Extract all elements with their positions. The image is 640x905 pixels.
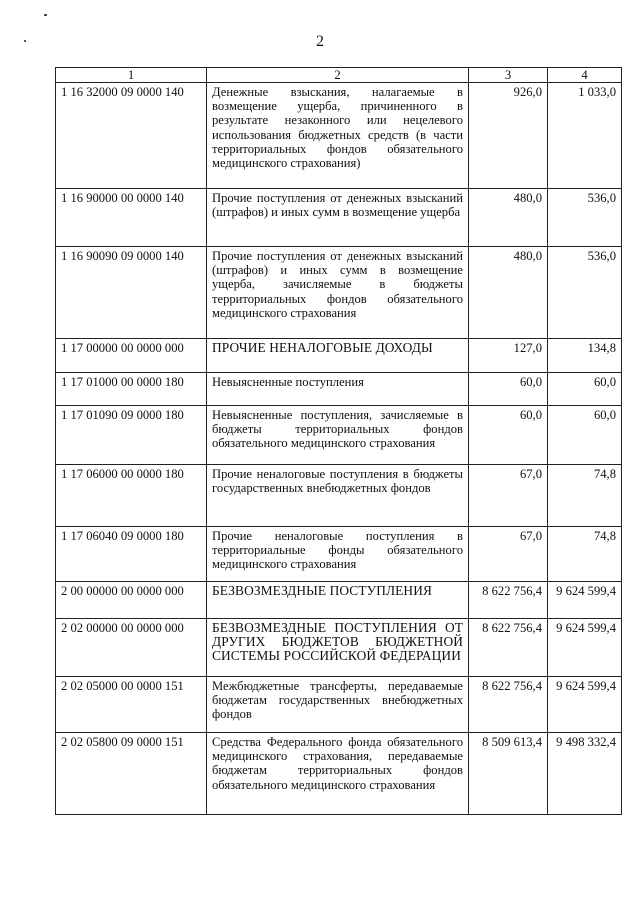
budget-code: 2 02 05000 00 0000 151 <box>56 677 207 733</box>
revenue-name: Невыясненные поступления, зачисляемые в бюджеты территориальных фондов обязательного медицинского страхования <box>207 406 469 465</box>
budget-code: 1 17 01090 09 0000 180 <box>56 406 207 465</box>
value-col4: 9 624 599,4 <box>548 677 622 733</box>
table-row <box>56 83 622 189</box>
column-header: 4 <box>548 68 622 83</box>
budget-code: 1 16 90090 09 0000 140 <box>56 247 207 339</box>
budget-code: 2 02 00000 00 0000 000 <box>56 619 207 677</box>
revenue-name: Средства Федерального фонда обязательного медицинского страхования, передаваемые бюджетам территориальных фондов обязательного медицинского страхования <box>207 733 469 815</box>
value-col3: 480,0 <box>469 247 548 339</box>
table-row <box>56 677 622 733</box>
value-col3: 67,0 <box>469 527 548 582</box>
value-col4: 74,8 <box>548 527 622 582</box>
value-col3: 926,0 <box>469 83 548 189</box>
budget-code: 1 17 06040 09 0000 180 <box>56 527 207 582</box>
value-col4: 60,0 <box>548 373 622 406</box>
revenue-name: Прочие поступления от денежных взысканий (штрафов) и иных сумм в возмещение ущерба, зачисляемые в бюджеты территориальных фондов обязательного медицинского страхования <box>207 247 469 339</box>
revenue-name: БЕЗВОЗМЕЗДНЫЕ ПОСТУПЛЕНИЯ ОТ ДРУГИХ БЮДЖЕТОВ БЮДЖЕТНОЙ СИСТЕМЫ РОССИЙСКОЙ ФЕДЕРАЦИИ <box>207 619 469 677</box>
table-row <box>56 373 622 406</box>
value-col3: 8 509 613,4 <box>469 733 548 815</box>
value-col4: 9 498 332,4 <box>548 733 622 815</box>
table-row <box>56 247 622 339</box>
scan-speck <box>44 14 47 16</box>
budget-code: 2 00 00000 00 0000 000 <box>56 582 207 619</box>
budget-code: 1 17 06000 00 0000 180 <box>56 465 207 527</box>
value-col4: 1 033,0 <box>548 83 622 189</box>
value-col4: 536,0 <box>548 189 622 247</box>
value-col3: 127,0 <box>469 339 548 373</box>
revenue-name: Прочие неналоговые поступления в бюджеты государственных внебюджетных фондов <box>207 465 469 527</box>
value-col4: 60,0 <box>548 406 622 465</box>
revenue-name: ПРОЧИЕ НЕНАЛОГОВЫЕ ДОХОДЫ <box>207 339 469 373</box>
table-row <box>56 619 622 677</box>
budget-code: 1 16 90000 00 0000 140 <box>56 189 207 247</box>
revenue-name: Денежные взыскания, налагаемые в возмещение ущерба, причиненного в результате незаконного или нецелевого использования бюджетных средств (в части территориальных фондов обязательного медицинского страхования) <box>207 83 469 189</box>
value-col3: 8 622 756,4 <box>469 582 548 619</box>
table-row <box>56 406 622 465</box>
budget-code: 1 17 01000 00 0000 180 <box>56 373 207 406</box>
page-number: 2 <box>316 33 324 50</box>
table-row <box>56 339 622 373</box>
column-header: 1 <box>56 68 207 83</box>
revenue-name: Прочие поступления от денежных взысканий (штрафов) и иных сумм в возмещение ущерба <box>207 189 469 247</box>
value-col4: 134,8 <box>548 339 622 373</box>
value-col3: 67,0 <box>469 465 548 527</box>
value-col3: 60,0 <box>469 406 548 465</box>
budget-revenue-table <box>55 67 622 815</box>
revenue-name: Невыясненные поступления <box>207 373 469 406</box>
value-col3: 480,0 <box>469 189 548 247</box>
table-row <box>56 527 622 582</box>
budget-code: 1 16 32000 09 0000 140 <box>56 83 207 189</box>
value-col4: 74,8 <box>548 465 622 527</box>
value-col3: 8 622 756,4 <box>469 677 548 733</box>
table-row <box>56 189 622 247</box>
column-header: 3 <box>469 68 548 83</box>
value-col3: 8 622 756,4 <box>469 619 548 677</box>
table-row <box>56 465 622 527</box>
table-header-row <box>56 68 622 83</box>
budget-code: 2 02 05800 09 0000 151 <box>56 733 207 815</box>
revenue-name: БЕЗВОЗМЕЗДНЫЕ ПОСТУПЛЕНИЯ <box>207 582 469 619</box>
budget-code: 1 17 00000 00 0000 000 <box>56 339 207 373</box>
value-col4: 9 624 599,4 <box>548 619 622 677</box>
value-col4: 9 624 599,4 <box>548 582 622 619</box>
value-col4: 536,0 <box>548 247 622 339</box>
table-row <box>56 733 622 815</box>
table-row <box>56 582 622 619</box>
revenue-name: Прочие неналоговые поступления в территориальные фонды обязательного медицинского страхования <box>207 527 469 582</box>
value-col3: 60,0 <box>469 373 548 406</box>
column-header: 2 <box>207 68 469 83</box>
revenue-name: Межбюджетные трансферты, передаваемые бюджетам государственных внебюджетных фондов <box>207 677 469 733</box>
